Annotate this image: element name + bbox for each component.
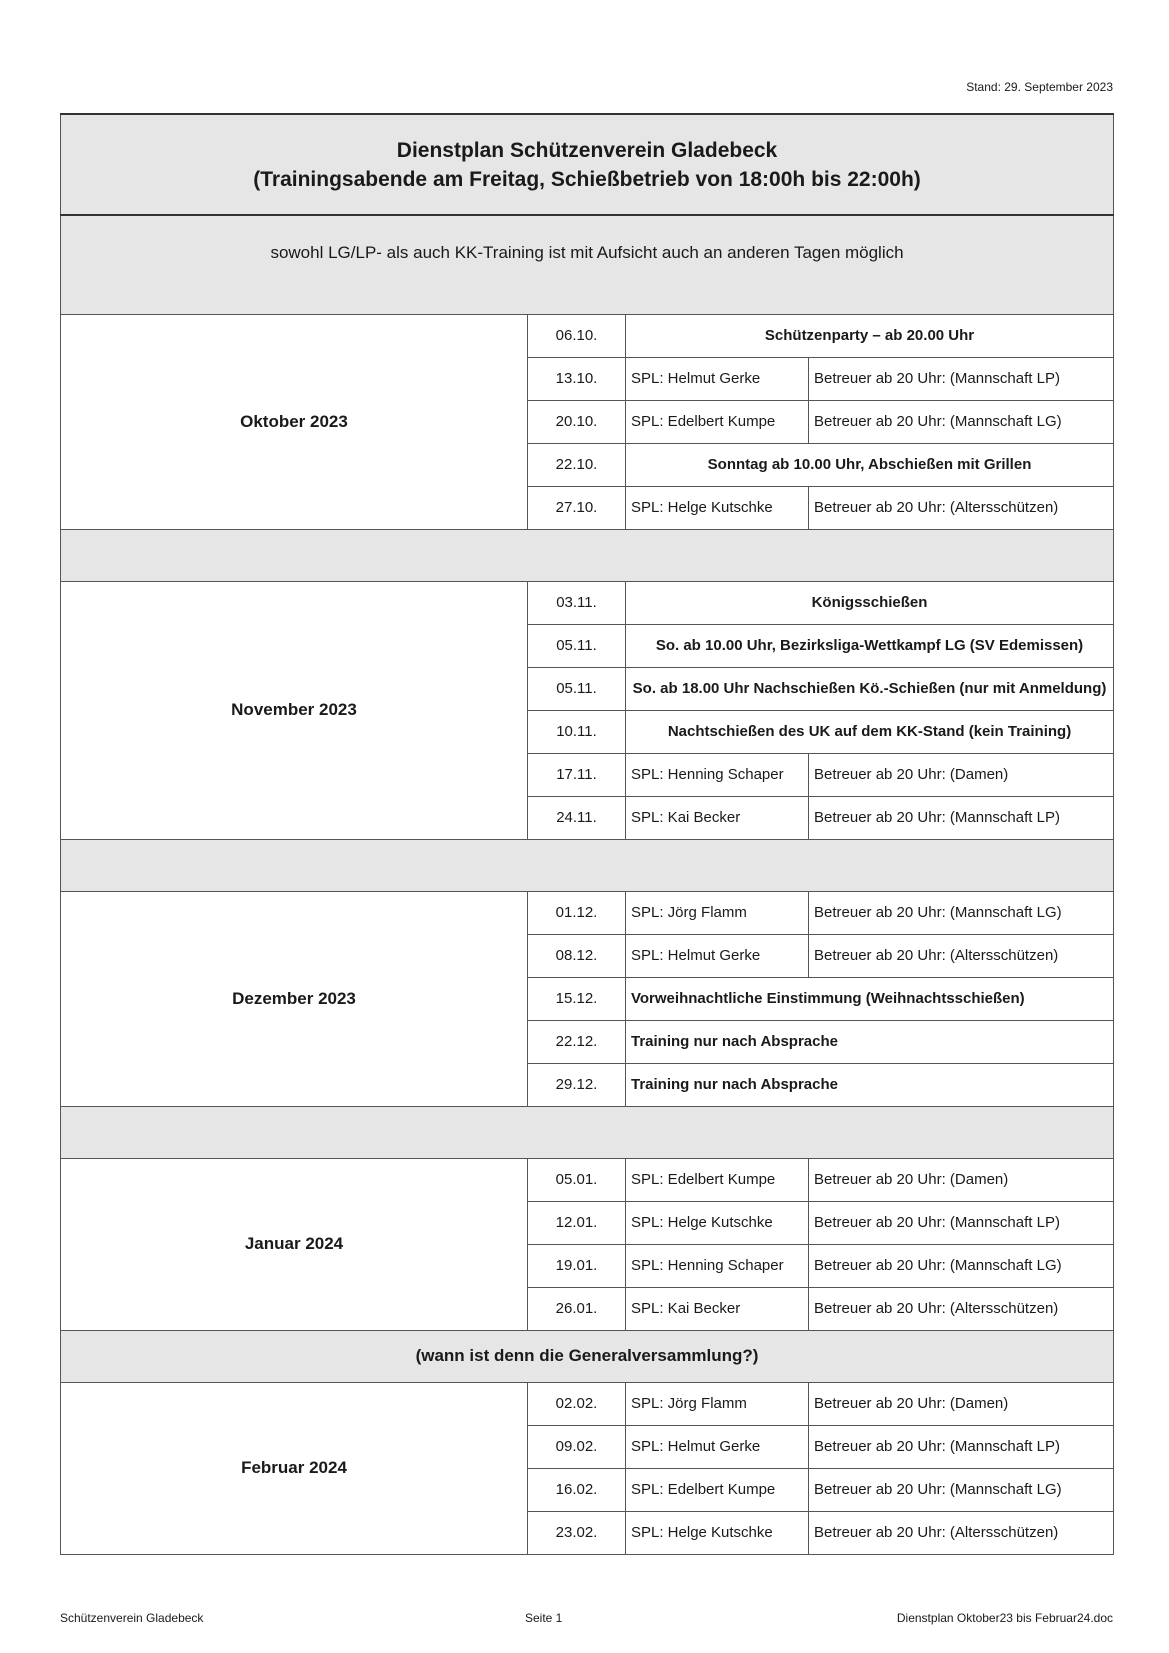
title-cell bbox=[61, 114, 1114, 215]
event-cell: So. ab 10.00 Uhr, Bezirksliga-Wettkampf LG (SV Edemissen) bbox=[626, 624, 1114, 667]
assistant-cell: Betreuer ab 20 Uhr: (Damen) bbox=[809, 753, 1114, 796]
note-cell: Training nur nach Absprache bbox=[626, 1020, 1114, 1063]
assistant-cell: Betreuer ab 20 Uhr: (Mannschaft LG) bbox=[809, 891, 1114, 934]
assistant-cell: Betreuer ab 20 Uhr: (Altersschützen) bbox=[809, 1511, 1114, 1554]
date-cell: 27.10. bbox=[528, 486, 626, 529]
date-cell: 03.11. bbox=[528, 581, 626, 624]
supervisor-cell: SPL: Jörg Flamm bbox=[626, 1382, 809, 1425]
subtitle-row bbox=[61, 215, 1114, 314]
date-cell: 20.10. bbox=[528, 400, 626, 443]
month-label: November 2023 bbox=[61, 581, 528, 839]
event-cell: Königsschießen bbox=[626, 581, 1114, 624]
supervisor-cell: SPL: Helmut Gerke bbox=[626, 357, 809, 400]
date-cell: 08.12. bbox=[528, 934, 626, 977]
event-cell: Nachtschießen des UK auf dem KK-Stand (kein Training) bbox=[626, 710, 1114, 753]
supervisor-cell: SPL: Kai Becker bbox=[626, 1287, 809, 1330]
assistant-cell: Betreuer ab 20 Uhr: (Mannschaft LG) bbox=[809, 400, 1114, 443]
assistant-cell: Betreuer ab 20 Uhr: (Mannschaft LP) bbox=[809, 1201, 1114, 1244]
schedule-row bbox=[61, 1382, 1114, 1425]
note-cell: Vorweihnachtliche Einstimmung (Weihnachtsschießen) bbox=[626, 977, 1114, 1020]
date-cell: 02.02. bbox=[528, 1382, 626, 1425]
supervisor-cell: SPL: Helge Kutschke bbox=[626, 486, 809, 529]
supervisor-cell: SPL: Helge Kutschke bbox=[626, 1511, 809, 1554]
date-cell: 13.10. bbox=[528, 357, 626, 400]
schedule-row bbox=[61, 581, 1114, 624]
supervisor-cell: SPL: Henning Schaper bbox=[626, 1244, 809, 1287]
supervisor-cell: SPL: Edelbert Kumpe bbox=[626, 400, 809, 443]
assistant-cell: Betreuer ab 20 Uhr: (Mannschaft LG) bbox=[809, 1468, 1114, 1511]
date-cell: 05.11. bbox=[528, 624, 626, 667]
date-cell: 16.02. bbox=[528, 1468, 626, 1511]
month-label: Januar 2024 bbox=[61, 1158, 528, 1330]
date-cell: 12.01. bbox=[528, 1201, 626, 1244]
title-row bbox=[61, 114, 1114, 215]
date-cell: 10.11. bbox=[528, 710, 626, 753]
assistant-cell: Betreuer ab 20 Uhr: (Damen) bbox=[809, 1158, 1114, 1201]
date-cell: 05.11. bbox=[528, 667, 626, 710]
date-cell: 17.11. bbox=[528, 753, 626, 796]
schedule-row bbox=[61, 891, 1114, 934]
title-line-2: (Trainingsabende am Freitag, Schießbetrieb von 18:00h bis 22:00h) bbox=[253, 167, 921, 191]
separator-cell: (wann ist denn die Generalversammlung?) bbox=[61, 1330, 1114, 1382]
date-cell: 22.12. bbox=[528, 1020, 626, 1063]
supervisor-cell: SPL: Jörg Flamm bbox=[626, 891, 809, 934]
month-separator-row bbox=[61, 529, 1114, 581]
supervisor-cell: SPL: Edelbert Kumpe bbox=[626, 1468, 809, 1511]
month-label: Oktober 2023 bbox=[61, 314, 528, 529]
supervisor-cell: SPL: Henning Schaper bbox=[626, 753, 809, 796]
supervisor-cell: SPL: Helge Kutschke bbox=[626, 1201, 809, 1244]
assistant-cell: Betreuer ab 20 Uhr: (Altersschützen) bbox=[809, 486, 1114, 529]
date-cell: 22.10. bbox=[528, 443, 626, 486]
note-cell: Training nur nach Absprache bbox=[626, 1063, 1114, 1106]
assistant-cell: Betreuer ab 20 Uhr: (Damen) bbox=[809, 1382, 1114, 1425]
supervisor-cell: SPL: Helmut Gerke bbox=[626, 1425, 809, 1468]
subtitle-cell: sowohl LG/LP- als auch KK-Training ist mit Aufsicht auch an anderen Tagen möglich bbox=[61, 215, 1114, 314]
footer-club-name: Schützenverein Gladebeck bbox=[60, 1611, 204, 1625]
date-cell: 26.01. bbox=[528, 1287, 626, 1330]
separator-cell bbox=[61, 1106, 1114, 1158]
assistant-cell: Betreuer ab 20 Uhr: (Altersschützen) bbox=[809, 1287, 1114, 1330]
supervisor-cell: SPL: Helmut Gerke bbox=[626, 934, 809, 977]
title-line-1: Dienstplan Schützenverein Gladebeck bbox=[396, 138, 778, 162]
assistant-cell: Betreuer ab 20 Uhr: (Mannschaft LP) bbox=[809, 796, 1114, 839]
schedule-row bbox=[61, 314, 1114, 357]
supervisor-cell: SPL: Kai Becker bbox=[626, 796, 809, 839]
supervisor-cell: SPL: Edelbert Kumpe bbox=[626, 1158, 809, 1201]
date-cell: 05.01. bbox=[528, 1158, 626, 1201]
stand-date: Stand: 29. September 2023 bbox=[966, 80, 1113, 94]
footer-page-number: Seite 1 bbox=[525, 1611, 563, 1625]
separator-cell bbox=[61, 529, 1114, 581]
assistant-cell: Betreuer ab 20 Uhr: (Mannschaft LP) bbox=[809, 357, 1114, 400]
date-cell: 15.12. bbox=[528, 977, 626, 1020]
date-cell: 23.02. bbox=[528, 1511, 626, 1554]
month-separator-row bbox=[61, 1106, 1114, 1158]
date-cell: 09.02. bbox=[528, 1425, 626, 1468]
date-cell: 01.12. bbox=[528, 891, 626, 934]
event-cell: Schützenparty – ab 20.00 Uhr bbox=[626, 314, 1114, 357]
date-cell: 19.01. bbox=[528, 1244, 626, 1287]
schedule-row bbox=[61, 1158, 1114, 1201]
assistant-cell: Betreuer ab 20 Uhr: (Mannschaft LG) bbox=[809, 1244, 1114, 1287]
month-label: Dezember 2023 bbox=[61, 891, 528, 1106]
month-label: Februar 2024 bbox=[61, 1382, 528, 1554]
duty-roster-table bbox=[60, 113, 1114, 1555]
event-cell: So. ab 18.00 Uhr Nachschießen Kö.-Schießen (nur mit Anmeldung) bbox=[626, 667, 1114, 710]
assistant-cell: Betreuer ab 20 Uhr: (Altersschützen) bbox=[809, 934, 1114, 977]
assistant-cell: Betreuer ab 20 Uhr: (Mannschaft LP) bbox=[809, 1425, 1114, 1468]
separator-cell bbox=[61, 839, 1114, 891]
date-cell: 24.11. bbox=[528, 796, 626, 839]
month-separator-row bbox=[61, 1330, 1114, 1382]
date-cell: 29.12. bbox=[528, 1063, 626, 1106]
footer-file-name: Dienstplan Oktober23 bis Februar24.doc bbox=[896, 1611, 1113, 1625]
date-cell: 06.10. bbox=[528, 314, 626, 357]
month-separator-row bbox=[61, 839, 1114, 891]
event-cell: Sonntag ab 10.00 Uhr, Abschießen mit Grillen bbox=[626, 443, 1114, 486]
